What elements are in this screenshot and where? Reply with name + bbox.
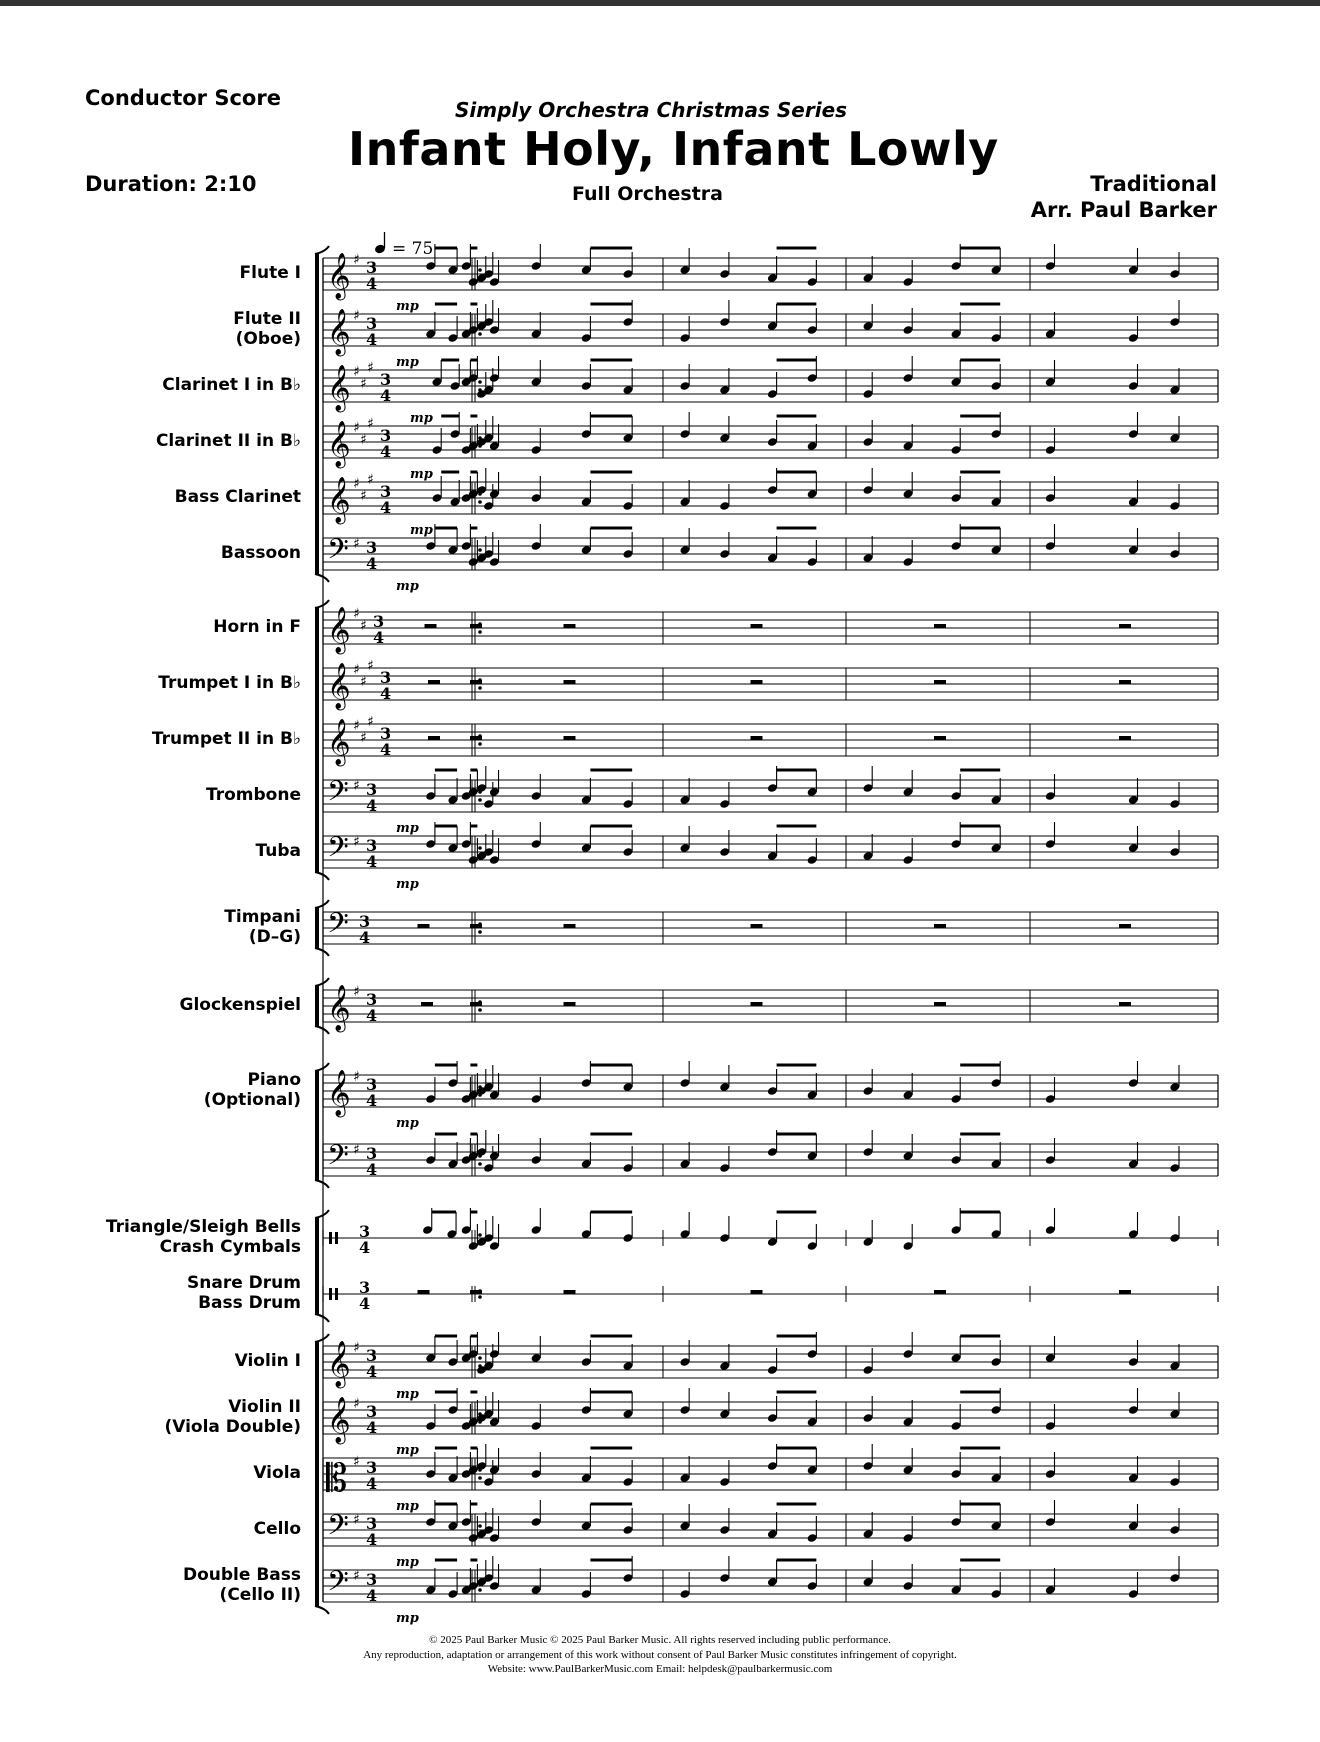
sharp-icon: ♯ xyxy=(353,252,360,268)
time-signature-bottom: 4 xyxy=(366,330,378,349)
staff xyxy=(183,1556,1218,1626)
bracket-bottom-hook xyxy=(315,1314,329,1322)
tempo-marking xyxy=(374,232,433,259)
bracket-top-hook xyxy=(315,1210,329,1218)
whole-rest-icon xyxy=(470,736,482,740)
repeat-dot xyxy=(478,686,482,690)
bracket-bottom-hook xyxy=(315,1606,329,1614)
sharp-icon: ♯ xyxy=(353,364,360,380)
time-signature-bottom: 4 xyxy=(366,1474,378,1493)
whole-rest-icon xyxy=(421,1002,433,1006)
whole-rest-icon xyxy=(934,924,946,928)
whole-rest-icon xyxy=(751,680,763,684)
whole-rest-icon xyxy=(1119,736,1131,740)
sharp-icon: ♯ xyxy=(353,606,360,622)
whole-rest-icon xyxy=(470,924,482,928)
treble-clef-icon: 𝄞 xyxy=(327,985,351,1031)
treble-clef-icon: 𝄞 xyxy=(327,1070,351,1116)
alto-clef-icon: 𝄡 xyxy=(326,1456,348,1500)
instrument-label: Trumpet II in B♭ xyxy=(151,729,301,749)
whole-rest-icon xyxy=(425,624,437,628)
treble-clef-icon: 𝄞 xyxy=(327,253,351,299)
dynamic-marking: mp xyxy=(396,877,419,892)
staff xyxy=(204,1061,1218,1131)
sharp-icon: ♯ xyxy=(353,718,360,734)
repeat-dot xyxy=(478,1162,482,1166)
sharp-icon: ♯ xyxy=(360,488,367,504)
instrument-label: Flute II xyxy=(233,309,301,329)
time-signature-top: 3 xyxy=(366,258,378,277)
instrument-label: Crash Cymbals xyxy=(159,1237,301,1257)
percussion-clef-icon xyxy=(329,1232,332,1244)
whole-rest-icon xyxy=(1119,624,1131,628)
time-signature-top: 3 xyxy=(380,668,392,687)
repeat-dot xyxy=(478,1524,482,1528)
whole-rest-icon xyxy=(934,680,946,684)
instrument-label: Trombone xyxy=(206,785,301,805)
whole-rest-icon xyxy=(1119,680,1131,684)
composer-credit: Traditional xyxy=(1090,172,1217,196)
instrument-label: (Cello II) xyxy=(219,1585,301,1605)
time-signature-top: 3 xyxy=(366,1402,378,1421)
whole-rest-icon xyxy=(564,624,576,628)
sharp-icon: ♯ xyxy=(367,714,374,730)
whole-rest-icon xyxy=(934,1290,946,1294)
instrument-label: Double Bass xyxy=(182,1565,301,1585)
bracket-bottom-hook xyxy=(315,948,329,956)
time-signature-bottom: 4 xyxy=(366,1006,378,1025)
dynamic-marking: mp xyxy=(396,1116,419,1131)
whole-rest-icon xyxy=(934,1002,946,1006)
whole-rest-icon xyxy=(428,680,440,684)
staff xyxy=(187,1273,1218,1313)
percussion-clef-icon xyxy=(335,1232,338,1244)
time-signature-bottom: 4 xyxy=(380,442,392,461)
time-signature-bottom: 4 xyxy=(366,1586,378,1605)
instrument-label: Trumpet I in B♭ xyxy=(158,673,301,693)
staff xyxy=(235,1332,1218,1402)
whole-rest-icon xyxy=(470,624,482,628)
sharp-icon: ♯ xyxy=(353,420,360,436)
repeat-dot xyxy=(478,332,482,336)
time-signature-bottom: 4 xyxy=(366,1160,378,1179)
time-signature-bottom: 4 xyxy=(359,1294,371,1313)
bass-clef-icon: 𝄢 xyxy=(327,1139,349,1179)
instrument-label: Clarinet II in B♭ xyxy=(155,431,301,451)
time-signature-bottom: 4 xyxy=(359,1238,371,1257)
sharp-icon: ♯ xyxy=(360,432,367,448)
treble-clef-icon: 𝄞 xyxy=(327,477,351,523)
whole-rest-icon xyxy=(1119,1002,1131,1006)
instrument-label: Bassoon xyxy=(220,543,301,563)
dynamic-marking: mp xyxy=(396,355,419,370)
whole-rest-icon xyxy=(934,624,946,628)
arranger-credit: Arr. Paul Barker xyxy=(1030,198,1217,222)
whole-rest-icon xyxy=(418,924,430,928)
staff xyxy=(221,524,1218,594)
instrument-label: Cello xyxy=(253,1519,301,1539)
whole-rest-icon xyxy=(751,736,763,740)
time-signature-bottom: 4 xyxy=(366,796,378,815)
sharp-icon: ♯ xyxy=(353,476,360,492)
time-signature-bottom: 4 xyxy=(380,386,392,405)
treble-clef-icon: 𝄞 xyxy=(327,663,351,709)
time-signature-bottom: 4 xyxy=(366,274,378,293)
sharp-icon: ♯ xyxy=(367,416,374,432)
instrument-label: Clarinet I in B♭ xyxy=(162,375,301,395)
sharp-icon: ♯ xyxy=(353,536,360,552)
dynamic-marking: mp xyxy=(410,467,433,482)
sharp-icon: ♯ xyxy=(360,618,367,634)
whole-rest-icon xyxy=(934,736,946,740)
bass-clef-icon: 𝄢 xyxy=(327,533,349,573)
sharp-icon: ♯ xyxy=(353,308,360,324)
time-signature-top: 3 xyxy=(380,426,392,445)
whole-rest-icon xyxy=(751,1002,763,1006)
series-title: Simply Orchestra Christmas Series xyxy=(455,98,848,122)
sharp-icon: ♯ xyxy=(353,1512,360,1528)
bass-clef-icon: 𝄢 xyxy=(327,907,349,947)
sharp-icon: ♯ xyxy=(360,674,367,690)
repeat-dot xyxy=(478,1356,482,1360)
repeat-dot xyxy=(478,1588,482,1592)
sharp-icon: ♯ xyxy=(353,662,360,678)
staff xyxy=(152,714,1218,767)
repeat-dot xyxy=(478,268,482,272)
time-signature-top: 3 xyxy=(366,1570,378,1589)
conductor-score-label: Conductor Score xyxy=(85,86,281,110)
time-signature-top: 3 xyxy=(366,1075,378,1094)
treble-clef-icon: 𝄞 xyxy=(327,719,351,765)
whole-rest-icon xyxy=(470,1290,482,1294)
footer-notice: Any reproduction, adaptation or arrangement of this work without consent of Paul Barker Music constitutes infringement of copyright. xyxy=(363,1649,957,1661)
staff xyxy=(206,766,1218,836)
treble-clef-icon: 𝄞 xyxy=(327,365,351,411)
time-signature-top: 3 xyxy=(366,538,378,557)
instrument-label: Bass Clarinet xyxy=(174,487,301,507)
staff xyxy=(323,1130,1218,1179)
staff xyxy=(224,907,1218,947)
sharp-icon: ♯ xyxy=(353,1568,360,1584)
whole-rest-icon xyxy=(751,624,763,628)
bracket-bottom-hook xyxy=(315,872,329,880)
sharp-icon: ♯ xyxy=(360,376,367,392)
instrument-label: (Viola Double) xyxy=(164,1417,301,1437)
whole-rest-icon xyxy=(1119,1290,1131,1294)
repeat-dot xyxy=(478,930,482,934)
sharp-icon: ♯ xyxy=(367,360,374,376)
bass-clef-icon: 𝄢 xyxy=(327,831,349,871)
treble-clef-icon: 𝄞 xyxy=(327,1397,351,1443)
ensemble-subtitle: Full Orchestra xyxy=(572,183,723,205)
instrument-label: Flute I xyxy=(239,263,301,283)
dynamic-marking: mp xyxy=(396,821,419,836)
sharp-icon: ♯ xyxy=(353,1340,360,1356)
instrument-label: Triangle/Sleigh Bells xyxy=(105,1217,301,1237)
dynamic-marking: mp xyxy=(396,1443,419,1458)
tempo-text: = 75 xyxy=(392,239,434,259)
repeat-dot xyxy=(478,500,482,504)
time-signature-top: 3 xyxy=(373,612,385,631)
whole-rest-icon xyxy=(1119,924,1131,928)
dynamic-marking: mp xyxy=(396,1555,419,1570)
time-signature-top: 3 xyxy=(366,836,378,855)
time-signature-bottom: 4 xyxy=(359,928,371,947)
dynamic-marking: mp xyxy=(410,523,433,538)
repeat-dot xyxy=(478,798,482,802)
repeat-dot xyxy=(478,548,482,552)
repeat-dot xyxy=(478,1008,482,1012)
whole-rest-icon xyxy=(564,1290,576,1294)
sharp-icon: ♯ xyxy=(353,1142,360,1158)
staff xyxy=(180,984,1219,1033)
repeat-dot xyxy=(478,742,482,746)
time-signature-bottom: 4 xyxy=(380,740,392,759)
instrument-label: Violin II xyxy=(228,1397,301,1417)
time-signature-top: 3 xyxy=(380,370,392,389)
instrument-label: Piano xyxy=(247,1070,301,1090)
sharp-icon: ♯ xyxy=(353,1454,360,1470)
time-signature-bottom: 4 xyxy=(366,1362,378,1381)
dynamic-marking: mp xyxy=(410,411,433,426)
time-signature-top: 3 xyxy=(359,1222,371,1241)
time-signature-bottom: 4 xyxy=(366,1418,378,1437)
whole-rest-icon xyxy=(470,680,482,684)
time-signature-top: 3 xyxy=(366,314,378,333)
repeat-dot xyxy=(478,380,482,384)
instrument-label: (Oboe) xyxy=(235,329,301,349)
instrument-label: (D–G) xyxy=(248,927,301,947)
dynamic-marking: mp xyxy=(396,579,419,594)
instrument-label: Bass Drum xyxy=(198,1293,301,1313)
staff xyxy=(213,606,1218,655)
dynamic-marking: mp xyxy=(396,1387,419,1402)
whole-rest-icon xyxy=(751,924,763,928)
sharp-icon: ♯ xyxy=(353,1396,360,1412)
time-signature-top: 3 xyxy=(366,990,378,1009)
footer-copyright: © 2025 Paul Barker Music © 2025 Paul Barker Music. All rights reserved including public performance. xyxy=(429,1634,891,1646)
sharp-icon: ♯ xyxy=(367,658,374,674)
time-signature-bottom: 4 xyxy=(366,852,378,871)
treble-clef-icon: 𝄞 xyxy=(327,1341,351,1387)
whole-rest-icon xyxy=(564,924,576,928)
piece-title: Infant Holy, Infant Lowly xyxy=(348,122,999,176)
time-signature-top: 3 xyxy=(359,1278,371,1297)
sharp-icon: ♯ xyxy=(353,1069,360,1085)
staff xyxy=(106,1208,1218,1257)
whole-rest-icon xyxy=(470,1002,482,1006)
percussion-clef-icon xyxy=(329,1288,332,1300)
time-signature-top: 3 xyxy=(366,1346,378,1365)
bracket-bottom-hook xyxy=(315,1180,329,1188)
sharp-icon: ♯ xyxy=(367,472,374,488)
bass-clef-icon: 𝄢 xyxy=(327,1565,349,1605)
treble-clef-icon: 𝄞 xyxy=(327,421,351,467)
repeat-dot xyxy=(478,1295,482,1299)
time-signature-top: 3 xyxy=(366,780,378,799)
instrument-label: Horn in F xyxy=(213,617,301,637)
dynamic-marking: mp xyxy=(396,1611,419,1626)
bracket-bottom-hook xyxy=(315,574,329,582)
instrument-label: Glockenspiel xyxy=(179,995,301,1015)
time-signature-bottom: 4 xyxy=(373,628,385,647)
sharp-icon: ♯ xyxy=(353,778,360,794)
instrument-label: Viola xyxy=(253,1463,301,1483)
sharp-icon: ♯ xyxy=(353,984,360,1000)
instrument-label: Snare Drum xyxy=(187,1273,301,1293)
staff xyxy=(175,468,1218,538)
bass-clef-icon: 𝄢 xyxy=(327,775,349,815)
repeat-dot xyxy=(478,846,482,850)
staff xyxy=(162,356,1218,426)
time-signature-bottom: 4 xyxy=(380,498,392,517)
whole-rest-icon xyxy=(564,736,576,740)
instrument-label: Timpani xyxy=(224,907,301,927)
time-signature-top: 3 xyxy=(380,482,392,501)
treble-clef-icon: 𝄞 xyxy=(327,309,351,355)
sharp-icon: ♯ xyxy=(360,730,367,746)
staff xyxy=(233,300,1218,370)
repeat-dot xyxy=(478,630,482,634)
whole-rest-icon xyxy=(418,1290,430,1294)
bass-clef-icon: 𝄢 xyxy=(327,1509,349,1549)
instrument-label: Tuba xyxy=(255,841,301,861)
repeat-dot xyxy=(478,1233,482,1237)
instrument-label: Violin I xyxy=(234,1351,301,1371)
whole-rest-icon xyxy=(751,1290,763,1294)
whole-rest-icon xyxy=(564,680,576,684)
footer-contact: Website: www.PaulBarkerMusic.com Email: helpdesk@paulbarkermusic.com xyxy=(487,1663,833,1675)
instrument-label: (Optional) xyxy=(203,1090,301,1110)
time-signature-top: 3 xyxy=(359,912,371,931)
percussion-clef-icon xyxy=(335,1288,338,1300)
whole-rest-icon xyxy=(564,1002,576,1006)
time-signature-bottom: 4 xyxy=(366,554,378,573)
dynamic-marking: mp xyxy=(396,299,419,314)
time-signature-top: 3 xyxy=(366,1458,378,1477)
time-signature-bottom: 4 xyxy=(366,1091,378,1110)
treble-clef-icon: 𝄞 xyxy=(327,607,351,653)
time-signature-bottom: 4 xyxy=(380,684,392,703)
time-signature-top: 3 xyxy=(366,1144,378,1163)
repeat-dot xyxy=(478,1476,482,1480)
sharp-icon: ♯ xyxy=(353,834,360,850)
time-signature-top: 3 xyxy=(366,1514,378,1533)
time-signature-bottom: 4 xyxy=(366,1530,378,1549)
time-signature-top: 3 xyxy=(380,724,392,743)
whole-rest-icon xyxy=(428,736,440,740)
dynamic-marking: mp xyxy=(396,1499,419,1514)
duration-label: Duration: 2:10 xyxy=(85,172,257,196)
